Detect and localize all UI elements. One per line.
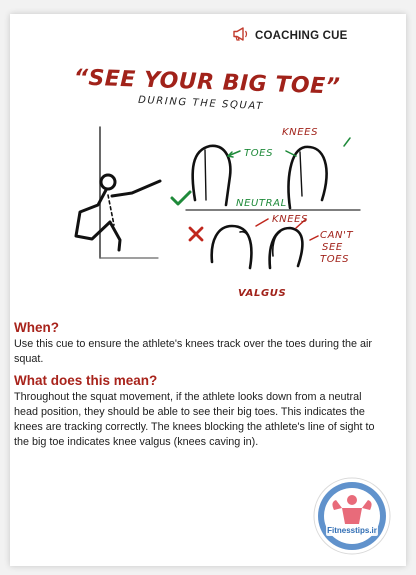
- fitnesstips-logo: [312, 476, 392, 556]
- cross-mark-icon: [190, 228, 202, 240]
- section-heading-when: When?: [14, 320, 59, 335]
- label-valgus: VALGUS: [238, 288, 287, 299]
- section-body-when: Use this cue to ensure the athlete's knees track over the toes during the air squat.: [14, 338, 372, 365]
- label-knees-top: KNEES: [282, 127, 319, 138]
- badge-label: COACHING CUE: [255, 30, 348, 42]
- label-cant: CAN'T: [320, 230, 354, 241]
- label-knees-bottom: KNEES: [272, 214, 309, 225]
- label-neutral: NEUTRAL: [236, 198, 287, 209]
- logo-text: Fitnesstips.ir: [327, 526, 377, 535]
- section-heading-meaning: What does this mean?: [14, 373, 158, 388]
- label-see: SEE: [322, 242, 343, 253]
- label-toes-bottom: TOES: [320, 254, 350, 265]
- illustration-subtitle: DURING THE SQUAT: [137, 94, 265, 113]
- valgus-feet: [212, 226, 303, 268]
- check-mark-icon: [172, 192, 190, 204]
- stick-figure: [76, 127, 160, 258]
- illustration-title: “SEE YOUR BIG TOE”: [73, 65, 341, 100]
- section-body-meaning: Throughout the squat movement, if the athlete looks down from a neutral head position, they should be able to see their big toes. This indicates the knees are tracking correctly. The knees blocking the athlete's line of sight to the big toe indicates knee valgus (knees caving in).: [14, 391, 375, 448]
- label-toes: TOES: [244, 148, 274, 159]
